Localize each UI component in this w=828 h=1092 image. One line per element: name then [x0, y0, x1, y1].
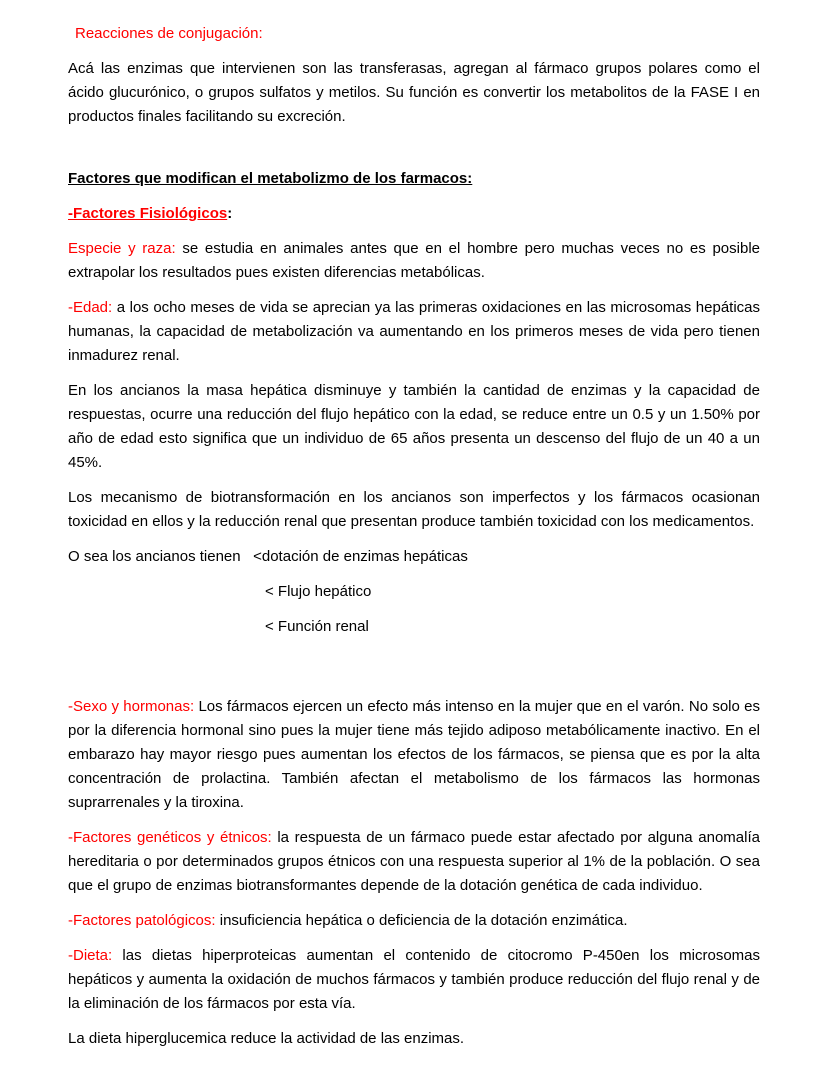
heading-reacciones-conjugacion — [68, 22, 760, 46]
paragraph-transferasas-segment-0: Acá las enzimas que intervienen son las transferasas, agregan al fármaco grupos polares como el ácido glucurónico, o grupos sulfatos y metilos. Su función es convertir los metabolitos de la FASE I en productos finales facilitando su excreción. — [68, 60, 760, 125]
paragraph-dieta-hiperglucemica-segment-0: La dieta hiperglucemica reduce la actividad de las enzimas. — [68, 1030, 465, 1047]
paragraph-edad — [68, 296, 760, 368]
paragraph-factores-geneticos-etnicos — [68, 826, 760, 898]
line-ancianos-dotacion-enzimas — [68, 545, 760, 569]
paragraph-factores-patologicos-segment-0: -Factores patológicos: — [68, 912, 216, 929]
heading-factores-fisiologicos-segment-0: -Factores Fisiológicos — [68, 205, 228, 222]
paragraph-mecanismo-biotransformacion-segment-0: Los mecanismo de biotransformación en los ancianos son imperfectos y los fármacos ocasionan toxicidad en ellos y la reducción renal que presentan produce también toxicidad con los medicamentos. — [68, 489, 760, 530]
line-funcion-renal-segment-0: < Función renal — [265, 618, 369, 635]
paragraph-ancianos-masa-hepatica — [68, 379, 760, 475]
paragraph-dieta-segment-1: las dietas hiperproteicas aumentan el contenido de citocromo P-450en los microsomas hepáticos y aumenta la oxidación de muchos fármacos y también produce reducción del flujo renal y de la eliminación de los fármacos por esta vía. — [68, 947, 760, 1012]
paragraph-sexo-y-hormonas-segment-1: Los fármacos ejercen un efecto más intenso en la mujer que en el varón. No solo es por la diferencia hormonal sino pues la mujer tiene más tejido adiposo metabólicamente inactivo. En el embarazo hay mayor riesgo pues aumentan los efectos de los fármacos, se piensa que es por la alta concentración de prolactina. También afectan el metabolismo de los fármacos las hormonas suprarrenales y la tiroxina. — [68, 698, 760, 811]
heading-factores-modifican-metabolismo-segment-0: Factores que modifican el metabolizmo de los farmacos: — [68, 170, 473, 187]
paragraph-especie-y-raza-segment-0: Especie y raza: — [68, 240, 176, 257]
paragraph-factores-patologicos-segment-1: insuficiencia hepática o deficiencia de la dotación enzimática. — [215, 912, 628, 929]
paragraph-especie-y-raza — [68, 237, 760, 285]
line-ancianos-dotacion-enzimas-segment-0: O sea los ancianos tienen <dotación de enzimas hepáticas — [68, 548, 468, 565]
paragraph-factores-geneticos-etnicos-segment-1: la respuesta de un fármaco puede estar afectado por alguna anomalía hereditaria o por determinados grupos étnicos con una respuesta superior al 1% de la población. O sea que el grupo de enzimas biotransformantes depende de la dotación genética de cada individuo. — [68, 829, 760, 894]
paragraph-edad-segment-1: a los ocho meses de vida se aprecian ya las primeras oxidaciones en las microsomas hepáticas humanas, la capacidad de metabolización va aumentando en los primeros meses de vida pero tienen inmadurez renal. — [68, 299, 760, 364]
paragraph-sexo-y-hormonas — [68, 695, 760, 815]
heading-factores-fisiologicos — [68, 202, 760, 226]
paragraph-mecanismo-biotransformacion — [68, 486, 760, 534]
paragraph-edad-segment-0: -Edad: — [68, 299, 113, 316]
heading-reacciones-conjugacion-segment-0: Reacciones de conjugación: — [75, 25, 263, 42]
heading-factores-modifican-metabolismo — [68, 167, 760, 191]
paragraph-dieta — [68, 944, 760, 1016]
paragraph-especie-y-raza-segment-1: se estudia en animales antes que en el hombre pero muchas veces no es posible extrapolar los resultados pues existen diferencias metabólicas. — [68, 240, 760, 281]
line-flujo-hepatico — [265, 580, 760, 604]
paragraph-ancianos-masa-hepatica-segment-0: En los ancianos la masa hepática disminuye y también la cantidad de enzimas y la capacidad de respuestas, ocurre una reducción del flujo hepático con la edad, se reduce entre un 0.5 y un 1.50% por año de edad esto significa que un individuo de 65 años presenta un descenso del flujo de un 40 a un 45%. — [68, 382, 760, 471]
line-flujo-hepatico-segment-0: < Flujo hepático — [265, 583, 372, 600]
paragraph-dieta-segment-0: -Dieta: — [68, 947, 113, 964]
heading-factores-fisiologicos-segment-1: : — [227, 205, 233, 222]
paragraph-dieta-hiperglucemica — [68, 1027, 760, 1051]
paragraph-factores-patologicos — [68, 909, 760, 933]
line-funcion-renal — [265, 615, 760, 639]
paragraph-transferasas — [68, 57, 760, 129]
paragraph-factores-geneticos-etnicos-segment-0: -Factores genéticos y étnicos: — [68, 829, 272, 846]
paragraph-sexo-y-hormonas-segment-0: -Sexo y hormonas: — [68, 698, 195, 715]
